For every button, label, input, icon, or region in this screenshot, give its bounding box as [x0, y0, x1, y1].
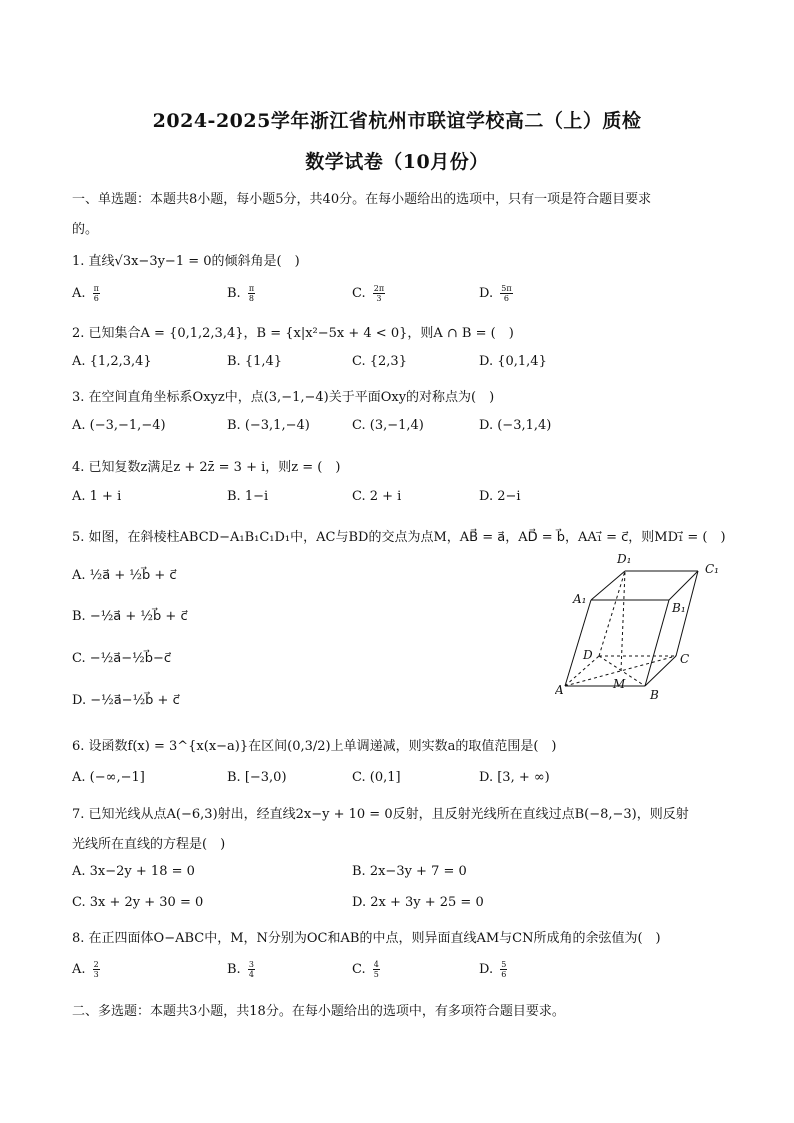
edge-a-d — [565, 656, 599, 686]
q8-option-a — [72, 960, 100, 979]
question-4-stem: 4. 已知复数z满足z + 2z̄ = 3 + i，则z = ( ) — [72, 460, 341, 475]
label-b1: B₁ — [672, 601, 686, 615]
question-2-stem: 2. 已知集合A = {0,1,2,3,4}，B = {x|x²−5x + 4 < 0}，则A ∩ B = ( ) — [72, 326, 514, 341]
q8-option-d — [479, 960, 507, 979]
question-7-stem: 7. 已知光线从点A(−6,3)射出，经直线2x−y + 10 = 0反射，且反射光线所在直线过点B(−8,−3)，则反射 — [72, 807, 689, 822]
q6-option-d: D. [3, + ∞) — [479, 770, 550, 785]
q8-option-c-den: 5 — [373, 970, 379, 979]
q8-option-b-label: B. — [227, 962, 241, 977]
q6-option-c: C. (0,1] — [352, 770, 401, 785]
label-c: C — [680, 652, 690, 666]
q2-option-a: A. {1,2,3,4} — [72, 354, 152, 369]
q8-option-b-den: 4 — [248, 970, 254, 979]
q4-option-b: B. 1−i — [227, 489, 269, 504]
q8-option-b — [227, 960, 255, 979]
q1-option-a-num: π — [93, 284, 99, 293]
q8-option-a-label: A. — [72, 962, 86, 977]
q3-option-a: A. (−3,−1,−4) — [72, 418, 166, 433]
q3-option-d: D. (−3,1,4) — [479, 418, 552, 433]
q1-option-b-den: 8 — [248, 294, 254, 303]
q7-option-d: D. 2x + 3y + 25 = 0 — [352, 895, 484, 910]
q1-option-c-num: 2π — [373, 284, 385, 293]
edge-b1-c1 — [669, 571, 698, 600]
q7-option-c: C. 3x + 2y + 30 = 0 — [72, 895, 204, 910]
q8-option-c-num: 4 — [373, 960, 379, 969]
section2-instructions: 二、多选题：本题共3小题，共18分。在每小题给出的选项中，有多项符合题目要求。 — [72, 1004, 565, 1019]
q8-option-b-fraction — [248, 960, 255, 979]
q8-option-b-num: 3 — [248, 960, 254, 969]
q3-option-b: B. (−3,1,−4) — [227, 418, 310, 433]
q1-option-c-label: C. — [352, 286, 366, 301]
q1-option-b — [227, 284, 255, 303]
q1-option-b-fraction — [248, 284, 255, 303]
edge-b-b1 — [645, 600, 669, 686]
q1-option-b-num: π — [248, 284, 255, 293]
question-5-stem: 5. 如图，在斜棱柱ABCD−A₁B₁C₁D₁中，AC与BD的交点为点M，AB⃗ = a⃗，AD⃗ = b⃗，AA₁⃗ = c⃗，则MD₁⃗ = ( ) — [72, 530, 726, 545]
q1-option-d-den: 6 — [503, 294, 509, 303]
edge-d-d1 — [599, 571, 625, 656]
q4-option-c: C. 2 + i — [352, 489, 402, 504]
edge-d1-a1 — [591, 571, 625, 600]
label-d1: D₁ — [617, 552, 632, 566]
q8-option-d-num: 5 — [501, 960, 507, 969]
exam-subtitle: 数学试卷（10月份） — [305, 151, 489, 173]
q8-option-d-fraction — [500, 960, 507, 979]
q7-option-b: B. 2x−3y + 7 = 0 — [352, 864, 467, 879]
section1-instructions: 一、单选题：本题共8小题，每小题5分，共40分。在每小题给出的选项中，只有一项是符合题目要求 — [72, 192, 652, 207]
label-m: M — [613, 677, 626, 691]
q1-option-a — [72, 284, 100, 303]
label-a: A — [555, 683, 564, 697]
exam-title: 2024-2025学年浙江省杭州市联谊学校高二（上）质检 — [152, 110, 642, 132]
q8-option-a-num: 2 — [93, 960, 99, 969]
q2-option-c: C. {2,3} — [352, 354, 407, 369]
q3-option-c: C. (3,−1,4) — [352, 418, 424, 433]
prism-figure — [555, 546, 735, 706]
label-d: D — [583, 648, 593, 662]
q5-option-a: A. ½a⃗ + ½b⃗ + c⃗ — [72, 568, 177, 583]
question-3-stem: 3. 在空间直角坐标系Oxyz中，点(3,−1,−4)关于平面Oxy的对称点为( ) — [72, 390, 495, 405]
q1-option-d-num: 5π — [501, 284, 512, 293]
q1-option-c — [352, 284, 385, 303]
question-1-stem: 1. 直线√3x−3y−1 = 0的倾斜角是( ) — [72, 254, 300, 269]
q6-option-a: A. (−∞,−1] — [72, 770, 145, 785]
q1-option-d-fraction — [500, 284, 512, 303]
question-7-stem-cont: 光线所在直线的方程是( ) — [72, 837, 226, 852]
q8-option-c — [352, 960, 380, 979]
q8-option-c-fraction — [373, 960, 380, 979]
q5-option-c: C. −½a⃗−½b⃗−c⃗ — [72, 651, 171, 666]
q1-option-a-label: A. — [72, 286, 86, 301]
q1-option-d-label: D. — [479, 286, 494, 301]
q1-option-c-den: 3 — [376, 294, 382, 303]
q8-option-c-label: C. — [352, 962, 366, 977]
q8-option-d-den: 6 — [501, 970, 507, 979]
q4-option-d: D. 2−i — [479, 489, 521, 504]
q2-option-b: B. {1,4} — [227, 354, 283, 369]
q8-option-d-label: D. — [479, 962, 494, 977]
q1-option-a-den: 6 — [93, 294, 99, 303]
q2-option-d: D. {0,1,4} — [479, 354, 547, 369]
q4-option-a: A. 1 + i — [72, 489, 122, 504]
q1-option-d — [479, 284, 513, 303]
q6-option-b: B. [−3,0) — [227, 770, 287, 785]
q8-option-a-den: 3 — [93, 970, 99, 979]
question-6-stem: 6. 设函数f(x) = 3^{x(x−a)}在区间(0,3/2)上单调递减，则实数a的取值范围是( ) — [72, 739, 557, 754]
q5-option-d: D. −½a⃗−½b⃗ + c⃗ — [72, 693, 180, 708]
q1-option-b-label: B. — [227, 286, 241, 301]
q1-option-a-fraction — [93, 284, 100, 303]
label-b: B — [650, 688, 659, 702]
section1-instructions-cont: 的。 — [72, 222, 99, 237]
q7-option-a: A. 3x−2y + 18 = 0 — [72, 864, 195, 879]
edge-a-a1 — [565, 600, 591, 686]
q1-option-c-fraction — [373, 284, 385, 303]
q5-option-b: B. −½a⃗ + ½b⃗ + c⃗ — [72, 609, 188, 624]
q8-option-a-fraction — [93, 960, 100, 979]
label-c1: C₁ — [705, 562, 719, 576]
label-a1: A₁ — [573, 592, 587, 606]
question-8-stem: 8. 在正四面体O−ABC中，M，N分别为OC和AB的中点，则异面直线AM与CN所成角的余弦值为( ) — [72, 931, 661, 946]
